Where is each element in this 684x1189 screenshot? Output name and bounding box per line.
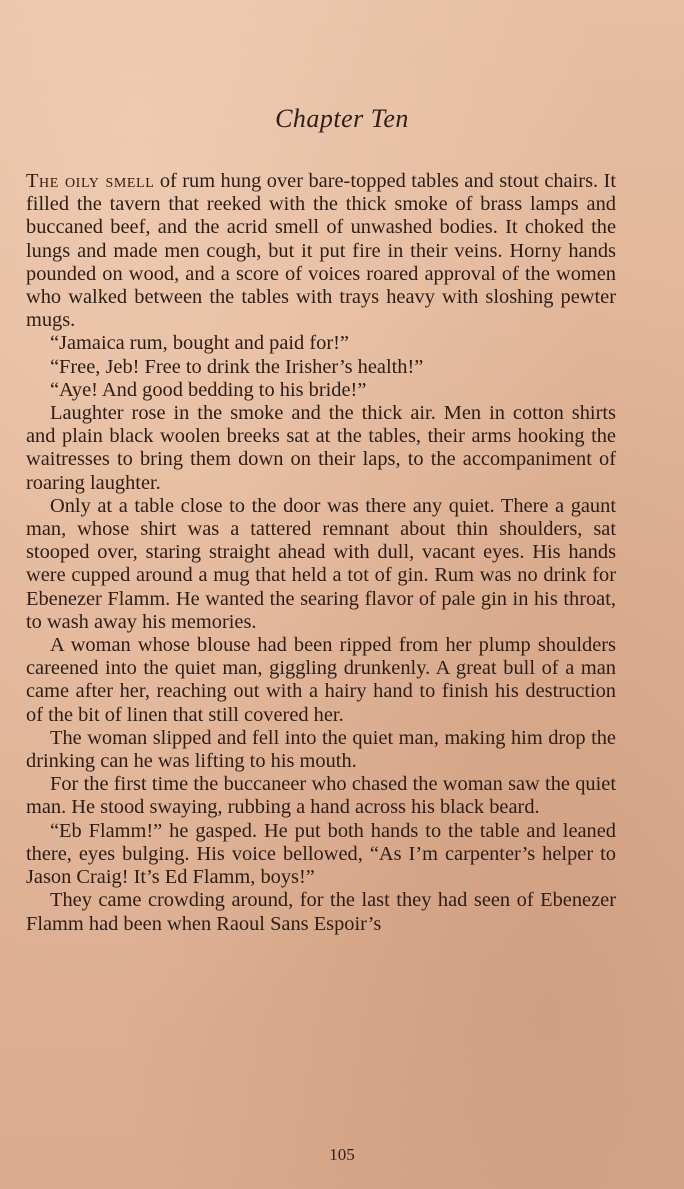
paragraph: Only at a table close to the door was there any quiet. There a gaunt man, whose shirt was a tattered remnant about thin shoulders, sat stooped over, staring straight ahead with dull, vacant eyes. His hands were cupped around a mug that held a tot of gin. Rum was no drink for Ebenezer Flamm. He wanted the searing flavor of pale gin in his throat, to wash away his memories. bbox=[26, 494, 616, 633]
opening-text: of rum hung over bare-topped tables and stout chairs. It filled the tavern that reeked with the thick smoke of brass lamps and buccaned beef, and the acrid smell of unwashed bodies. It choked the lungs and made men cough, but it put fire in their veins. Horny hands pounded on wood, and a score of voices roared approval of the women who walked between the tables with trays heavy with sloshing pewter mugs. bbox=[26, 170, 617, 332]
paragraph: “Free, Jeb! Free to drink the Irisher’s health!” bbox=[50, 355, 424, 378]
page-number: 105 bbox=[329, 1145, 355, 1164]
paragraph: Laughter rose in the smoke and the thick air. Men in cotton shirts and plain black woolen breeks sat at the tables, their arms hooking the waitresses to bring them down on their laps, to the accompaniment of roaring laughter. bbox=[26, 402, 616, 494]
paragraph: They came crowding around, for the last they had seen of Ebenezer Flamm had been when Raoul Sans Espoir’s bbox=[26, 889, 616, 935]
body-text bbox=[26, 170, 616, 936]
opening-smallcaps: The oily smell bbox=[26, 170, 155, 192]
paragraph: For the first time the buccaneer who chased the woman saw the quiet man. He stood swaying, rubbing a hand across his black beard. bbox=[26, 773, 616, 819]
paragraph-opening bbox=[26, 170, 616, 332]
paragraph: “Eb Flamm!” he gasped. He put both hands to the table and leaned there, eyes bulging. His voice bellowed, “As I’m carpenter’s helper to Jason Craig! It’s Ed Flamm, boys!” bbox=[26, 819, 616, 889]
chapter-title: Chapter Ten bbox=[275, 104, 409, 133]
paragraph: “Jamaica rum, bought and paid for!” bbox=[50, 332, 349, 355]
paragraph: A woman whose blouse had been ripped from her plump shoulders careened into the quiet man, giggling drunkenly. A great bull of a man came after her, reaching out with a hairy hand to finish his destruction of the bit of linen that still covered her. bbox=[26, 634, 616, 726]
paragraph: “Aye! And good bedding to his bride!” bbox=[50, 378, 367, 401]
paragraph: The woman slipped and fell into the quiet man, making him drop the drinking can he was lifting to his mouth. bbox=[26, 726, 616, 773]
